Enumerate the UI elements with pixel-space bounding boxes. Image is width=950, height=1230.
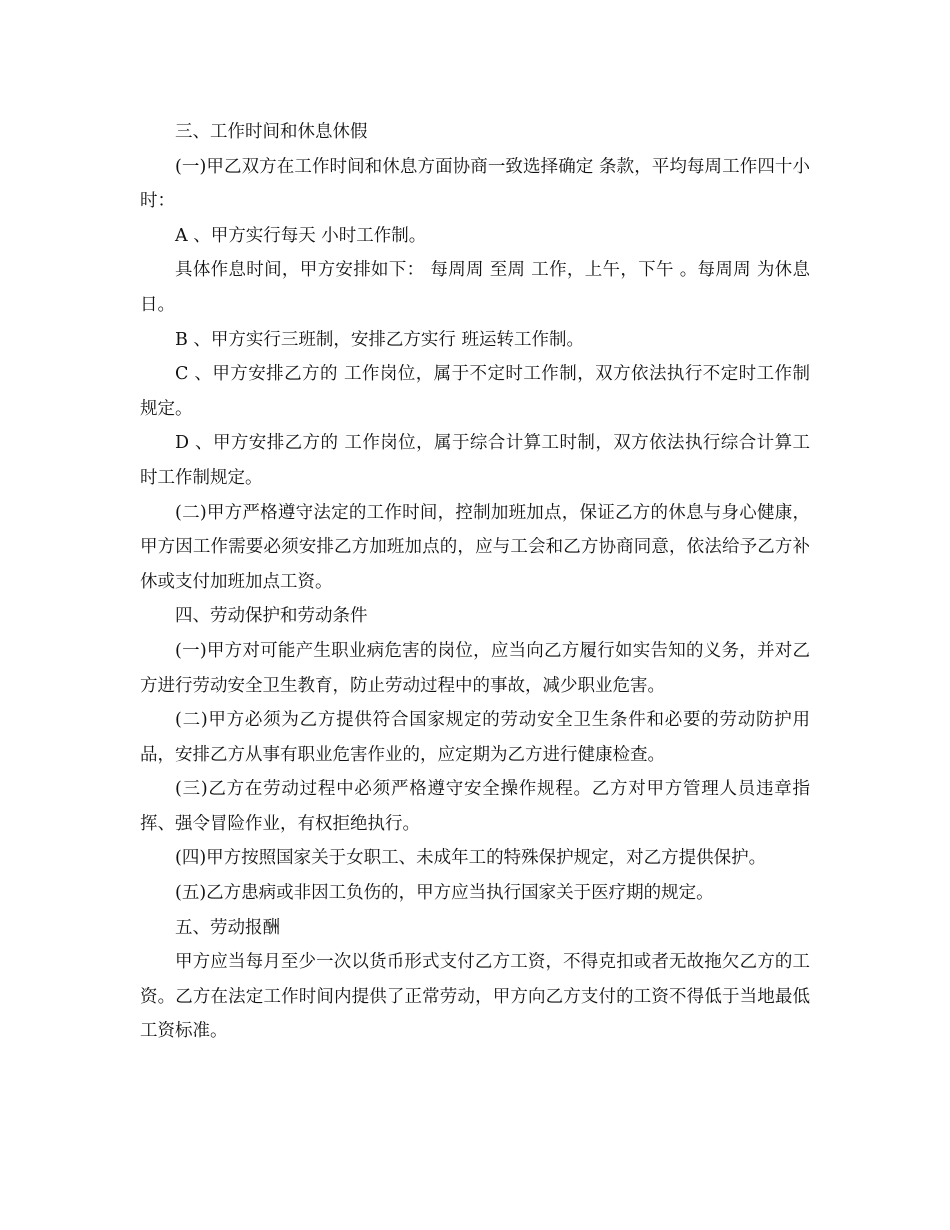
- paragraph: (一)甲乙双方在工作时间和休息方面协商一致选择确定 条款，平均每周工作四十小时：: [140, 156, 810, 212]
- paragraph: (三)乙方在劳动过程中必须严格遵守安全操作规程。乙方对甲方管理人员违章指挥、强令冒险作业，有权拒绝执行。: [140, 779, 810, 834]
- paragraph: D 、甲方安排乙方的 工作岗位，属于综合计算工时制，双方依法执行综合计算工时工作制规定。: [140, 433, 810, 488]
- section-heading-work-hours: 三、工作时间和休息休假: [175, 122, 368, 142]
- section-heading-remuneration: 五、劳动报酬: [175, 917, 280, 938]
- paragraph: 甲方应当每月至少一次以货币形式支付乙方工资，不得克扣或者无故拖欠乙方的工资。乙方在法定工作时间内提供了正常劳动，甲方向乙方支付的工资不得低于当地最低工资标准。: [140, 952, 810, 1042]
- paragraph: A 、甲方实行每天 小时工作制。: [175, 225, 427, 246]
- paragraph: (五)乙方患病或非因工负伤的，甲方应当执行国家关于医疗期的规定。: [175, 883, 714, 904]
- paragraph: (一)甲方对可能产生职业病危害的岗位，应当向乙方履行如实告知的义务，并对乙方进行劳动安全卫生教育，防止劳动过程中的事故，减少职业危害。: [140, 640, 810, 696]
- paragraph: (二)甲方严格遵守法定的工作时间，控制加班加点，保证乙方的休息与身心健康，甲方因工作需要必须安排乙方加班加点的，应与工会和乙方协商同意，依法给予乙方补休或支付加班加点工资。: [140, 502, 810, 592]
- paragraph: C 、甲方安排乙方的 工作岗位，属于不定时工作制，双方依法执行不定时工作制规定。: [140, 364, 810, 419]
- document-body: [140, 115, 810, 1049]
- section-heading-labor-protection: 四、劳动保护和劳动条件: [175, 606, 368, 627]
- paragraph: B 、甲方实行三班制，安排乙方实行 班运转工作制。: [175, 329, 584, 350]
- paragraph: (二)甲方必须为乙方提供符合国家规定的劳动安全卫生条件和必要的劳动防护用品，安排乙方从事有职业危害作业的，应定期为乙方进行健康检查。: [140, 710, 810, 765]
- paragraph: (四)甲方按照国家关于女职工、未成年工的特殊保护规定，对乙方提供保护。: [175, 848, 767, 869]
- paragraph: 具体作息时间，甲方安排如下： 每周周 至周 工作，上午，下午 。每周周 为休息日。: [140, 260, 810, 315]
